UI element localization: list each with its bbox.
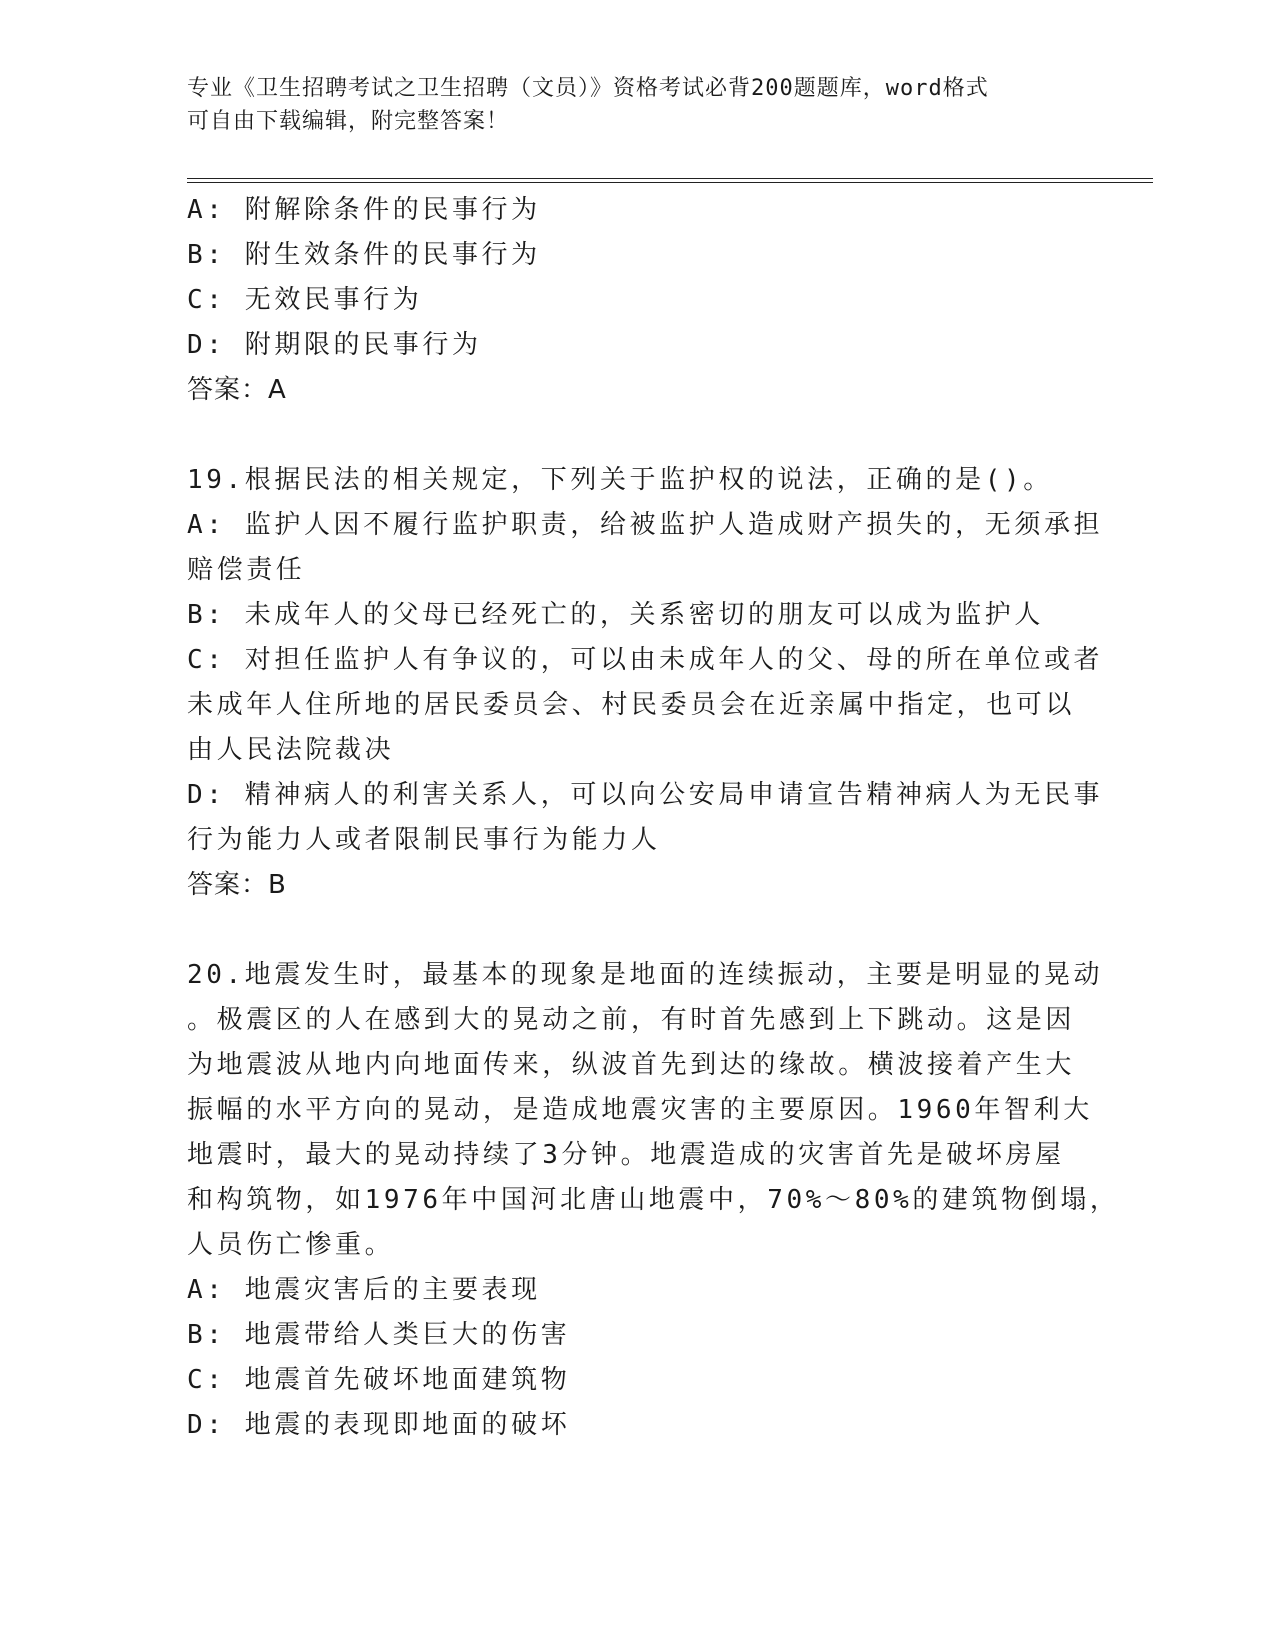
question-content [187,188,1120,1448]
spacer [187,413,1087,458]
spacer [187,908,1087,953]
q20-option-d: D: 地震的表现即地面的破坏 [187,1410,571,1440]
header-line-2: 可自由下载编辑，附完整答案！ [187,109,510,134]
q19-option-d-line-1: D: 精神病人的利害关系人，可以向公安局申请宣告精神病人为无民事 [187,780,1104,810]
document-header [187,72,1067,138]
q20-question-line-1: 20.地震发生时，最基本的现象是地面的连续振动，主要是明显的晃动 [187,960,1104,990]
q19-option-c-line-2: 未成年人住所地的居民委员会、村民委员会在近亲属中指定，也可以 [187,690,1076,720]
header-line-1: 专业《卫生招聘考试之卫生招聘（文员）》资格考试必背200题题库，word格式 [187,76,989,101]
q20-question-line-4: 振幅的水平方向的晃动，是造成地震灾害的主要原因。1960年智利大 [187,1095,1093,1125]
q19-option-a-line-1: A: 监护人因不履行监护职责，给被监护人造成财产损失的，无须承担 [187,510,1104,540]
q19-question: 19.根据民法的相关规定，下列关于监护权的说法，正确的是()。 [187,465,1053,495]
q19-option-b: B: 未成年人的父母已经死亡的，关系密切的朋友可以成为监护人 [187,600,1044,630]
q18-answer: 答案：A [187,375,287,405]
q20-question-line-5: 地震时，最大的晃动持续了3分钟。地震造成的灾害首先是破坏房屋 [187,1140,1065,1170]
q18-option-b: B: 附生效条件的民事行为 [187,240,541,270]
q19-answer: 答案：B [187,870,287,900]
q18-option-d: D: 附期限的民事行为 [187,330,482,360]
question-19 [187,458,1104,908]
q19-option-a-line-2: 赔偿责任 [187,555,306,585]
question-18-options [187,188,1087,413]
q20-option-a: A: 地震灾害后的主要表现 [187,1275,541,1305]
q18-option-a: A: 附解除条件的民事行为 [187,195,541,225]
q18-option-c: C: 无效民事行为 [187,285,423,315]
q20-option-c: C: 地震首先破坏地面建筑物 [187,1365,571,1395]
header-divider [187,178,1153,183]
q19-option-d-line-2: 行为能力人或者限制民事行为能力人 [187,825,661,855]
q20-question-line-3: 为地震波从地内向地面传来，纵波首先到达的缘故。横波接着产生大 [187,1050,1076,1080]
q20-question-line-7: 人员伤亡惨重。 [187,1230,395,1260]
question-20 [187,953,1120,1448]
q20-question-line-6: 和构筑物，如1976年中国河北唐山地震中，70%～80%的建筑物倒塌， [187,1185,1120,1215]
q19-option-c-line-1: C: 对担任监护人有争议的，可以由未成年人的父、母的所在单位或者 [187,645,1104,675]
q20-option-b: B: 地震带给人类巨大的伤害 [187,1320,571,1350]
q19-option-c-line-3: 由人民法院裁决 [187,735,395,765]
q20-question-line-2: 。极震区的人在感到大的晃动之前，有时首先感到上下跳动。这是因 [187,1005,1076,1035]
